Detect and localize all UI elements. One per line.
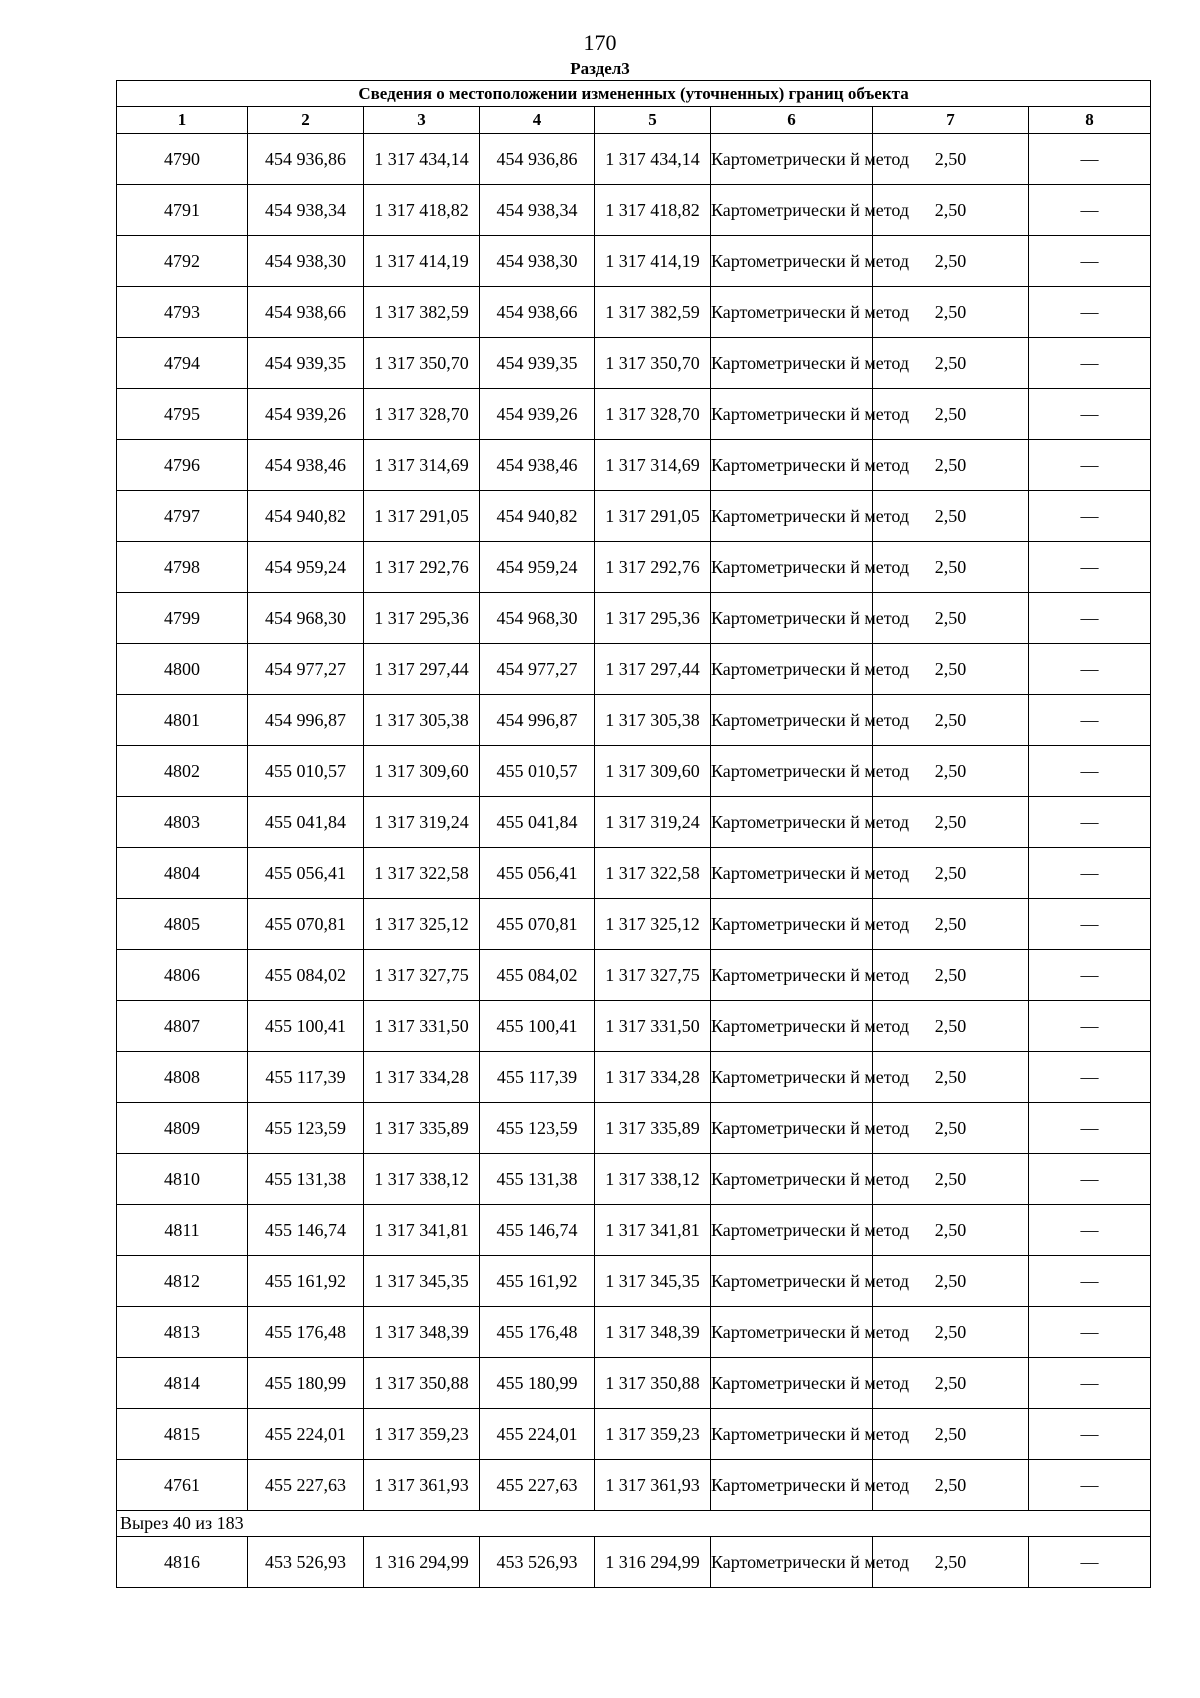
method-cell: Картометрически й метод bbox=[711, 287, 873, 338]
accuracy-cell: 2,50 bbox=[873, 695, 1029, 746]
y-coordinate-new-cell: 1 317 335,89 bbox=[595, 1103, 711, 1154]
method-cell: Картометрически й метод bbox=[711, 389, 873, 440]
x-coordinate-new-cell: 454 938,34 bbox=[480, 185, 595, 236]
x-coordinate-cell: 455 100,41 bbox=[248, 1001, 364, 1052]
y-coordinate-new-cell: 1 317 292,76 bbox=[595, 542, 711, 593]
description-cell: — bbox=[1029, 1154, 1151, 1205]
table-row bbox=[117, 950, 1151, 1001]
method-cell: Картометрически й метод bbox=[711, 848, 873, 899]
point-number-cell: 4790 bbox=[117, 134, 248, 185]
description-cell: — bbox=[1029, 389, 1151, 440]
method-cell: Картометрически й метод bbox=[711, 542, 873, 593]
table-row bbox=[117, 1205, 1151, 1256]
accuracy-cell: 2,50 bbox=[873, 1307, 1029, 1358]
description-cell: — bbox=[1029, 1460, 1151, 1511]
y-coordinate-cell: 1 317 414,19 bbox=[364, 236, 480, 287]
description-cell: — bbox=[1029, 899, 1151, 950]
method-cell: Картометрически й метод bbox=[711, 695, 873, 746]
x-coordinate-cell: 455 146,74 bbox=[248, 1205, 364, 1256]
table-row bbox=[117, 542, 1151, 593]
y-coordinate-cell: 1 317 334,28 bbox=[364, 1052, 480, 1103]
table-row bbox=[117, 1001, 1151, 1052]
y-coordinate-new-cell: 1 317 327,75 bbox=[595, 950, 711, 1001]
description-cell: — bbox=[1029, 1103, 1151, 1154]
y-coordinate-new-cell: 1 317 295,36 bbox=[595, 593, 711, 644]
accuracy-cell: 2,50 bbox=[873, 491, 1029, 542]
x-coordinate-cell: 454 938,66 bbox=[248, 287, 364, 338]
point-number-cell: 4802 bbox=[117, 746, 248, 797]
accuracy-cell: 2,50 bbox=[873, 797, 1029, 848]
y-coordinate-cell: 1 317 327,75 bbox=[364, 950, 480, 1001]
description-cell: — bbox=[1029, 287, 1151, 338]
description-cell: — bbox=[1029, 1205, 1151, 1256]
x-coordinate-new-cell: 455 227,63 bbox=[480, 1460, 595, 1511]
y-coordinate-cell: 1 317 295,36 bbox=[364, 593, 480, 644]
method-cell: Картометрически й метод bbox=[711, 1103, 873, 1154]
y-coordinate-cell: 1 317 325,12 bbox=[364, 899, 480, 950]
y-coordinate-cell: 1 317 338,12 bbox=[364, 1154, 480, 1205]
method-cell: Картометрически й метод bbox=[711, 1001, 873, 1052]
table-caption: Сведения о местоположении измененных (уточненных) границ объекта bbox=[117, 81, 1151, 107]
method-cell: Картометрически й метод bbox=[711, 1307, 873, 1358]
point-number-cell: 4793 bbox=[117, 287, 248, 338]
y-coordinate-new-cell: 1 317 297,44 bbox=[595, 644, 711, 695]
y-coordinate-cell: 1 317 418,82 bbox=[364, 185, 480, 236]
x-coordinate-cell: 454 936,86 bbox=[248, 134, 364, 185]
accuracy-cell: 2,50 bbox=[873, 1409, 1029, 1460]
y-coordinate-new-cell: 1 317 350,88 bbox=[595, 1358, 711, 1409]
y-coordinate-cell: 1 317 350,88 bbox=[364, 1358, 480, 1409]
table-row bbox=[117, 1052, 1151, 1103]
x-coordinate-new-cell: 454 996,87 bbox=[480, 695, 595, 746]
y-coordinate-new-cell: 1 317 338,12 bbox=[595, 1154, 711, 1205]
y-coordinate-cell: 1 317 382,59 bbox=[364, 287, 480, 338]
accuracy-cell: 2,50 bbox=[873, 1154, 1029, 1205]
method-cell: Картометрически й метод bbox=[711, 1256, 873, 1307]
y-coordinate-cell: 1 317 297,44 bbox=[364, 644, 480, 695]
table-row bbox=[117, 1358, 1151, 1409]
y-coordinate-cell: 1 316 294,99 bbox=[364, 1537, 480, 1588]
point-number-cell: 4799 bbox=[117, 593, 248, 644]
table-row bbox=[117, 644, 1151, 695]
table-row bbox=[117, 338, 1151, 389]
y-coordinate-new-cell: 1 317 414,19 bbox=[595, 236, 711, 287]
y-coordinate-new-cell: 1 317 314,69 bbox=[595, 440, 711, 491]
x-coordinate-new-cell: 455 056,41 bbox=[480, 848, 595, 899]
column-header: 8 bbox=[1029, 107, 1151, 134]
point-number-cell: 4813 bbox=[117, 1307, 248, 1358]
accuracy-cell: 2,50 bbox=[873, 746, 1029, 797]
accuracy-cell: 2,50 bbox=[873, 134, 1029, 185]
section-title: Раздел3 bbox=[570, 59, 630, 78]
x-coordinate-new-cell: 454 977,27 bbox=[480, 644, 595, 695]
point-number-cell: 4815 bbox=[117, 1409, 248, 1460]
x-coordinate-cell: 455 084,02 bbox=[248, 950, 364, 1001]
description-cell: — bbox=[1029, 185, 1151, 236]
method-cell: Картометрически й метод bbox=[711, 1205, 873, 1256]
point-number-cell: 4794 bbox=[117, 338, 248, 389]
description-cell: — bbox=[1029, 440, 1151, 491]
y-coordinate-new-cell: 1 317 348,39 bbox=[595, 1307, 711, 1358]
table-row bbox=[117, 1256, 1151, 1307]
point-number-cell: 4761 bbox=[117, 1460, 248, 1511]
x-coordinate-cell: 453 526,93 bbox=[248, 1537, 364, 1588]
x-coordinate-new-cell: 454 938,30 bbox=[480, 236, 595, 287]
description-cell: — bbox=[1029, 746, 1151, 797]
x-coordinate-cell: 454 939,35 bbox=[248, 338, 364, 389]
description-cell: — bbox=[1029, 236, 1151, 287]
description-cell: — bbox=[1029, 542, 1151, 593]
y-coordinate-cell: 1 317 331,50 bbox=[364, 1001, 480, 1052]
method-cell: Картометрически й метод bbox=[711, 746, 873, 797]
table-row bbox=[117, 440, 1151, 491]
method-cell: Картометрически й метод bbox=[711, 1460, 873, 1511]
x-coordinate-new-cell: 454 959,24 bbox=[480, 542, 595, 593]
y-coordinate-cell: 1 317 291,05 bbox=[364, 491, 480, 542]
accuracy-cell: 2,50 bbox=[873, 899, 1029, 950]
coordinates-table bbox=[116, 80, 1151, 1588]
y-coordinate-new-cell: 1 317 418,82 bbox=[595, 185, 711, 236]
x-coordinate-new-cell: 454 940,82 bbox=[480, 491, 595, 542]
description-cell: — bbox=[1029, 1256, 1151, 1307]
x-coordinate-new-cell: 455 084,02 bbox=[480, 950, 595, 1001]
column-header: 1 bbox=[117, 107, 248, 134]
point-number-cell: 4805 bbox=[117, 899, 248, 950]
x-coordinate-new-cell: 454 938,46 bbox=[480, 440, 595, 491]
column-header: 3 bbox=[364, 107, 480, 134]
table-row bbox=[117, 797, 1151, 848]
point-number-cell: 4803 bbox=[117, 797, 248, 848]
x-coordinate-new-cell: 455 010,57 bbox=[480, 746, 595, 797]
accuracy-cell: 2,50 bbox=[873, 1537, 1029, 1588]
accuracy-cell: 2,50 bbox=[873, 1256, 1029, 1307]
x-coordinate-cell: 454 940,82 bbox=[248, 491, 364, 542]
x-coordinate-new-cell: 455 100,41 bbox=[480, 1001, 595, 1052]
point-number-cell: 4806 bbox=[117, 950, 248, 1001]
x-coordinate-new-cell: 455 146,74 bbox=[480, 1205, 595, 1256]
table-row bbox=[117, 491, 1151, 542]
table-row bbox=[117, 1154, 1151, 1205]
x-coordinate-new-cell: 454 938,66 bbox=[480, 287, 595, 338]
point-number-cell: 4810 bbox=[117, 1154, 248, 1205]
point-number-cell: 4814 bbox=[117, 1358, 248, 1409]
x-coordinate-cell: 454 996,87 bbox=[248, 695, 364, 746]
description-cell: — bbox=[1029, 950, 1151, 1001]
point-number-cell: 4809 bbox=[117, 1103, 248, 1154]
column-header: 2 bbox=[248, 107, 364, 134]
y-coordinate-new-cell: 1 317 334,28 bbox=[595, 1052, 711, 1103]
accuracy-cell: 2,50 bbox=[873, 1103, 1029, 1154]
y-coordinate-new-cell: 1 317 359,23 bbox=[595, 1409, 711, 1460]
table-row bbox=[117, 287, 1151, 338]
accuracy-cell: 2,50 bbox=[873, 185, 1029, 236]
y-coordinate-cell: 1 317 350,70 bbox=[364, 338, 480, 389]
x-coordinate-cell: 454 938,34 bbox=[248, 185, 364, 236]
description-cell: — bbox=[1029, 695, 1151, 746]
x-coordinate-new-cell: 455 161,92 bbox=[480, 1256, 595, 1307]
y-coordinate-cell: 1 317 335,89 bbox=[364, 1103, 480, 1154]
point-number-cell: 4795 bbox=[117, 389, 248, 440]
method-cell: Картометрически й метод bbox=[711, 185, 873, 236]
y-coordinate-new-cell: 1 317 305,38 bbox=[595, 695, 711, 746]
description-cell: — bbox=[1029, 338, 1151, 389]
description-cell: — bbox=[1029, 1358, 1151, 1409]
x-coordinate-new-cell: 454 939,26 bbox=[480, 389, 595, 440]
point-number-cell: 4796 bbox=[117, 440, 248, 491]
description-cell: — bbox=[1029, 1307, 1151, 1358]
column-header: 7 bbox=[873, 107, 1029, 134]
description-cell: — bbox=[1029, 1409, 1151, 1460]
x-coordinate-cell: 455 123,59 bbox=[248, 1103, 364, 1154]
y-coordinate-cell: 1 317 328,70 bbox=[364, 389, 480, 440]
y-coordinate-cell: 1 317 305,38 bbox=[364, 695, 480, 746]
x-coordinate-new-cell: 454 968,30 bbox=[480, 593, 595, 644]
description-cell: — bbox=[1029, 797, 1151, 848]
accuracy-cell: 2,50 bbox=[873, 1205, 1029, 1256]
point-number-cell: 4804 bbox=[117, 848, 248, 899]
description-cell: — bbox=[1029, 1052, 1151, 1103]
y-coordinate-new-cell: 1 317 291,05 bbox=[595, 491, 711, 542]
method-cell: Картометрически й метод bbox=[711, 1537, 873, 1588]
x-coordinate-cell: 455 161,92 bbox=[248, 1256, 364, 1307]
y-coordinate-cell: 1 317 319,24 bbox=[364, 797, 480, 848]
table-row bbox=[117, 1307, 1151, 1358]
accuracy-cell: 2,50 bbox=[873, 236, 1029, 287]
method-cell: Картометрически й метод bbox=[711, 797, 873, 848]
x-coordinate-new-cell: 455 131,38 bbox=[480, 1154, 595, 1205]
table-header-row bbox=[117, 107, 1151, 134]
x-coordinate-new-cell: 455 117,39 bbox=[480, 1052, 595, 1103]
y-coordinate-cell: 1 317 359,23 bbox=[364, 1409, 480, 1460]
x-coordinate-cell: 455 010,57 bbox=[248, 746, 364, 797]
table-row bbox=[117, 1103, 1151, 1154]
accuracy-cell: 2,50 bbox=[873, 542, 1029, 593]
accuracy-cell: 2,50 bbox=[873, 848, 1029, 899]
method-cell: Картометрически й метод bbox=[711, 134, 873, 185]
y-coordinate-new-cell: 1 317 325,12 bbox=[595, 899, 711, 950]
x-coordinate-cell: 455 041,84 bbox=[248, 797, 364, 848]
accuracy-cell: 2,50 bbox=[873, 1001, 1029, 1052]
y-coordinate-new-cell: 1 317 322,58 bbox=[595, 848, 711, 899]
point-number-cell: 4807 bbox=[117, 1001, 248, 1052]
description-cell: — bbox=[1029, 593, 1151, 644]
x-coordinate-new-cell: 454 936,86 bbox=[480, 134, 595, 185]
method-cell: Картометрически й метод bbox=[711, 899, 873, 950]
point-number-cell: 4800 bbox=[117, 644, 248, 695]
accuracy-cell: 2,50 bbox=[873, 1052, 1029, 1103]
excerpt-label: Вырез 40 из 183 bbox=[117, 1511, 1151, 1537]
method-cell: Картометрически й метод bbox=[711, 338, 873, 389]
table-row bbox=[117, 1409, 1151, 1460]
table-row bbox=[117, 1460, 1151, 1511]
point-number-cell: 4808 bbox=[117, 1052, 248, 1103]
x-coordinate-cell: 454 938,30 bbox=[248, 236, 364, 287]
column-header: 6 bbox=[711, 107, 873, 134]
y-coordinate-new-cell: 1 317 319,24 bbox=[595, 797, 711, 848]
y-coordinate-cell: 1 317 322,58 bbox=[364, 848, 480, 899]
table-row bbox=[117, 1537, 1151, 1588]
x-coordinate-cell: 454 938,46 bbox=[248, 440, 364, 491]
x-coordinate-cell: 455 176,48 bbox=[248, 1307, 364, 1358]
method-cell: Картометрически й метод bbox=[711, 950, 873, 1001]
description-cell: — bbox=[1029, 134, 1151, 185]
description-cell: — bbox=[1029, 1001, 1151, 1052]
table-row bbox=[117, 185, 1151, 236]
y-coordinate-new-cell: 1 317 382,59 bbox=[595, 287, 711, 338]
x-coordinate-cell: 455 117,39 bbox=[248, 1052, 364, 1103]
accuracy-cell: 2,50 bbox=[873, 950, 1029, 1001]
method-cell: Картометрически й метод bbox=[711, 236, 873, 287]
y-coordinate-new-cell: 1 317 328,70 bbox=[595, 389, 711, 440]
x-coordinate-new-cell: 455 041,84 bbox=[480, 797, 595, 848]
x-coordinate-cell: 454 977,27 bbox=[248, 644, 364, 695]
table-row bbox=[117, 899, 1151, 950]
method-cell: Картометрически й метод bbox=[711, 491, 873, 542]
accuracy-cell: 2,50 bbox=[873, 1358, 1029, 1409]
accuracy-cell: 2,50 bbox=[873, 440, 1029, 491]
description-cell: — bbox=[1029, 848, 1151, 899]
accuracy-cell: 2,50 bbox=[873, 338, 1029, 389]
x-coordinate-cell: 454 959,24 bbox=[248, 542, 364, 593]
table-row bbox=[117, 593, 1151, 644]
method-cell: Картометрически й метод bbox=[711, 1154, 873, 1205]
page-number: 170 bbox=[583, 30, 617, 55]
point-number-cell: 4791 bbox=[117, 185, 248, 236]
y-coordinate-cell: 1 317 348,39 bbox=[364, 1307, 480, 1358]
accuracy-cell: 2,50 bbox=[873, 593, 1029, 644]
y-coordinate-cell: 1 317 341,81 bbox=[364, 1205, 480, 1256]
method-cell: Картометрически й метод bbox=[711, 1052, 873, 1103]
y-coordinate-new-cell: 1 317 345,35 bbox=[595, 1256, 711, 1307]
x-coordinate-cell: 455 056,41 bbox=[248, 848, 364, 899]
column-header: 4 bbox=[480, 107, 595, 134]
description-cell: — bbox=[1029, 1537, 1151, 1588]
y-coordinate-cell: 1 317 292,76 bbox=[364, 542, 480, 593]
y-coordinate-new-cell: 1 317 350,70 bbox=[595, 338, 711, 389]
accuracy-cell: 2,50 bbox=[873, 644, 1029, 695]
point-number-cell: 4797 bbox=[117, 491, 248, 542]
column-header: 5 bbox=[595, 107, 711, 134]
table-row bbox=[117, 134, 1151, 185]
x-coordinate-new-cell: 454 939,35 bbox=[480, 338, 595, 389]
description-cell: — bbox=[1029, 644, 1151, 695]
x-coordinate-cell: 454 939,26 bbox=[248, 389, 364, 440]
y-coordinate-cell: 1 317 434,14 bbox=[364, 134, 480, 185]
accuracy-cell: 2,50 bbox=[873, 287, 1029, 338]
x-coordinate-new-cell: 455 180,99 bbox=[480, 1358, 595, 1409]
table-row bbox=[117, 389, 1151, 440]
x-coordinate-cell: 455 227,63 bbox=[248, 1460, 364, 1511]
point-number-cell: 4801 bbox=[117, 695, 248, 746]
point-number-cell: 4798 bbox=[117, 542, 248, 593]
method-cell: Картометрически й метод bbox=[711, 593, 873, 644]
y-coordinate-cell: 1 317 361,93 bbox=[364, 1460, 480, 1511]
table-row bbox=[117, 746, 1151, 797]
x-coordinate-cell: 455 070,81 bbox=[248, 899, 364, 950]
y-coordinate-new-cell: 1 316 294,99 bbox=[595, 1537, 711, 1588]
method-cell: Картометрически й метод bbox=[711, 1409, 873, 1460]
method-cell: Картометрически й метод bbox=[711, 644, 873, 695]
point-number-cell: 4792 bbox=[117, 236, 248, 287]
table-row bbox=[117, 848, 1151, 899]
accuracy-cell: 2,50 bbox=[873, 389, 1029, 440]
x-coordinate-new-cell: 455 070,81 bbox=[480, 899, 595, 950]
y-coordinate-cell: 1 317 345,35 bbox=[364, 1256, 480, 1307]
point-number-cell: 4816 bbox=[117, 1537, 248, 1588]
x-coordinate-new-cell: 455 176,48 bbox=[480, 1307, 595, 1358]
point-number-cell: 4811 bbox=[117, 1205, 248, 1256]
y-coordinate-new-cell: 1 317 331,50 bbox=[595, 1001, 711, 1052]
x-coordinate-new-cell: 455 123,59 bbox=[480, 1103, 595, 1154]
x-coordinate-new-cell: 455 224,01 bbox=[480, 1409, 595, 1460]
y-coordinate-new-cell: 1 317 309,60 bbox=[595, 746, 711, 797]
point-number-cell: 4812 bbox=[117, 1256, 248, 1307]
x-coordinate-new-cell: 453 526,93 bbox=[480, 1537, 595, 1588]
method-cell: Картометрически й метод bbox=[711, 1358, 873, 1409]
table-row bbox=[117, 236, 1151, 287]
y-coordinate-new-cell: 1 317 361,93 bbox=[595, 1460, 711, 1511]
y-coordinate-new-cell: 1 317 434,14 bbox=[595, 134, 711, 185]
x-coordinate-cell: 455 224,01 bbox=[248, 1409, 364, 1460]
method-cell: Картометрически й метод bbox=[711, 440, 873, 491]
x-coordinate-cell: 455 131,38 bbox=[248, 1154, 364, 1205]
excerpt-row bbox=[117, 1511, 1151, 1537]
accuracy-cell: 2,50 bbox=[873, 1460, 1029, 1511]
x-coordinate-cell: 455 180,99 bbox=[248, 1358, 364, 1409]
description-cell: — bbox=[1029, 491, 1151, 542]
table-row bbox=[117, 695, 1151, 746]
y-coordinate-new-cell: 1 317 341,81 bbox=[595, 1205, 711, 1256]
y-coordinate-cell: 1 317 309,60 bbox=[364, 746, 480, 797]
x-coordinate-cell: 454 968,30 bbox=[248, 593, 364, 644]
y-coordinate-cell: 1 317 314,69 bbox=[364, 440, 480, 491]
